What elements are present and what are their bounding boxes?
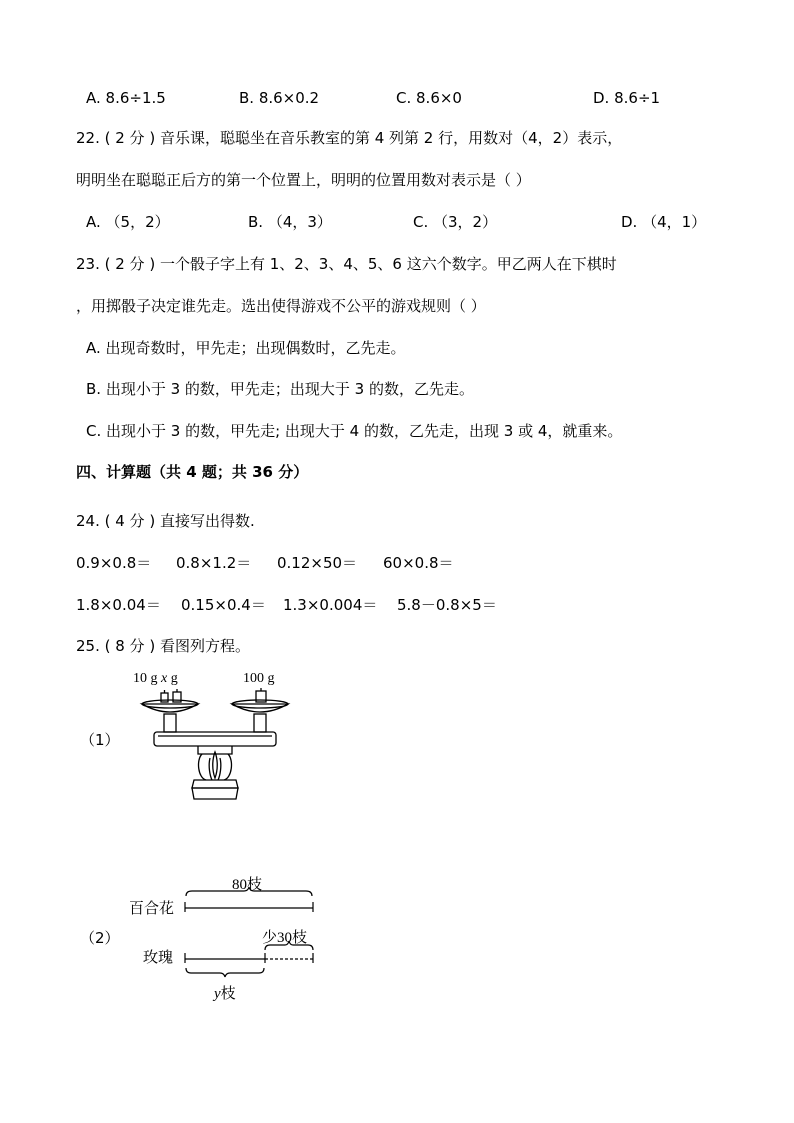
q23-option-a: A. 出现奇数时，甲先走；出现偶数时，乙先走。 [86, 339, 406, 357]
q24-expr: 1.8×0.04＝ [76, 596, 161, 614]
q24-expr: 60×0.8＝ [383, 554, 454, 572]
q24-expr: 0.12×50＝ [277, 554, 358, 572]
q24-expr: 0.8×1.2＝ [176, 554, 252, 572]
q22-line1: 22. ( 2 分 ) 音乐课，聪聪坐在音乐教室的第 4 列第 2 行，用数对（4，2）表示， [76, 129, 623, 147]
balance-right-weight: 100 g [243, 671, 275, 686]
balance-left-weights: 10 g x g [133, 671, 178, 686]
rose-variable-label: y枝 [214, 986, 236, 1002]
q22-option-d: D. （4，1） [621, 213, 707, 231]
q23-option-b: B. 出现小于 3 的数，甲先走；出现大于 3 的数，乙先走。 [86, 380, 474, 398]
section-title: 四、计算题（共 4 题；共 36 分） [76, 463, 309, 481]
segment-diagram [180, 890, 320, 990]
q22-option-a: A. （5，2） [86, 213, 170, 231]
q24-line: 24. ( 4 分 ) 直接写出得数. [76, 512, 255, 530]
q22-option-c: C. （3，2） [413, 213, 498, 231]
q24-expr: 0.15×0.4＝ [181, 596, 266, 614]
q25-part2-label: （2） [80, 929, 120, 947]
difference-label: 少30枝 [262, 930, 308, 946]
q25-part1-label: （1） [80, 731, 120, 749]
q24-expr: 1.3×0.004＝ [283, 596, 378, 614]
q23-option-c: C. 出现小于 3 的数，甲先走; 出现大于 4 的数，乙先走，出现 3 或 4，就重来。 [86, 422, 623, 440]
q21-option-d: D. 8.6÷1 [593, 89, 661, 107]
q22-option-b: B. （4，3） [248, 213, 332, 231]
q21-option-c: C. 8.6×0 [396, 89, 462, 107]
lily-label: 百合花 [129, 901, 175, 917]
q25-line: 25. ( 8 分 ) 看图列方程。 [76, 637, 250, 655]
lily-total-label: 80枝 [232, 877, 263, 893]
q21-option-b: B. 8.6×0.2 [239, 89, 320, 107]
rose-label: 玫瑰 [143, 950, 174, 966]
q22-line2: 明明坐在聪聪正后方的第一个位置上，明明的位置用数对表示是（ ） [76, 171, 531, 189]
q24-expr: 5.8－0.8×5＝ [397, 596, 497, 614]
q21-option-a: A. 8.6÷1.5 [86, 89, 166, 107]
balance-scale-illustration [140, 690, 300, 805]
q23-line1: 23. ( 2 分 ) 一个骰子字上有 1、2、3、4、5、6 这六个数字。甲乙两人在下棋时 [76, 255, 617, 273]
q24-expr: 0.9×0.8＝ [76, 554, 152, 572]
q23-line2: ，用掷骰子决定谁先走。选出使得游戏不公平的游戏规则（ ） [76, 297, 486, 315]
